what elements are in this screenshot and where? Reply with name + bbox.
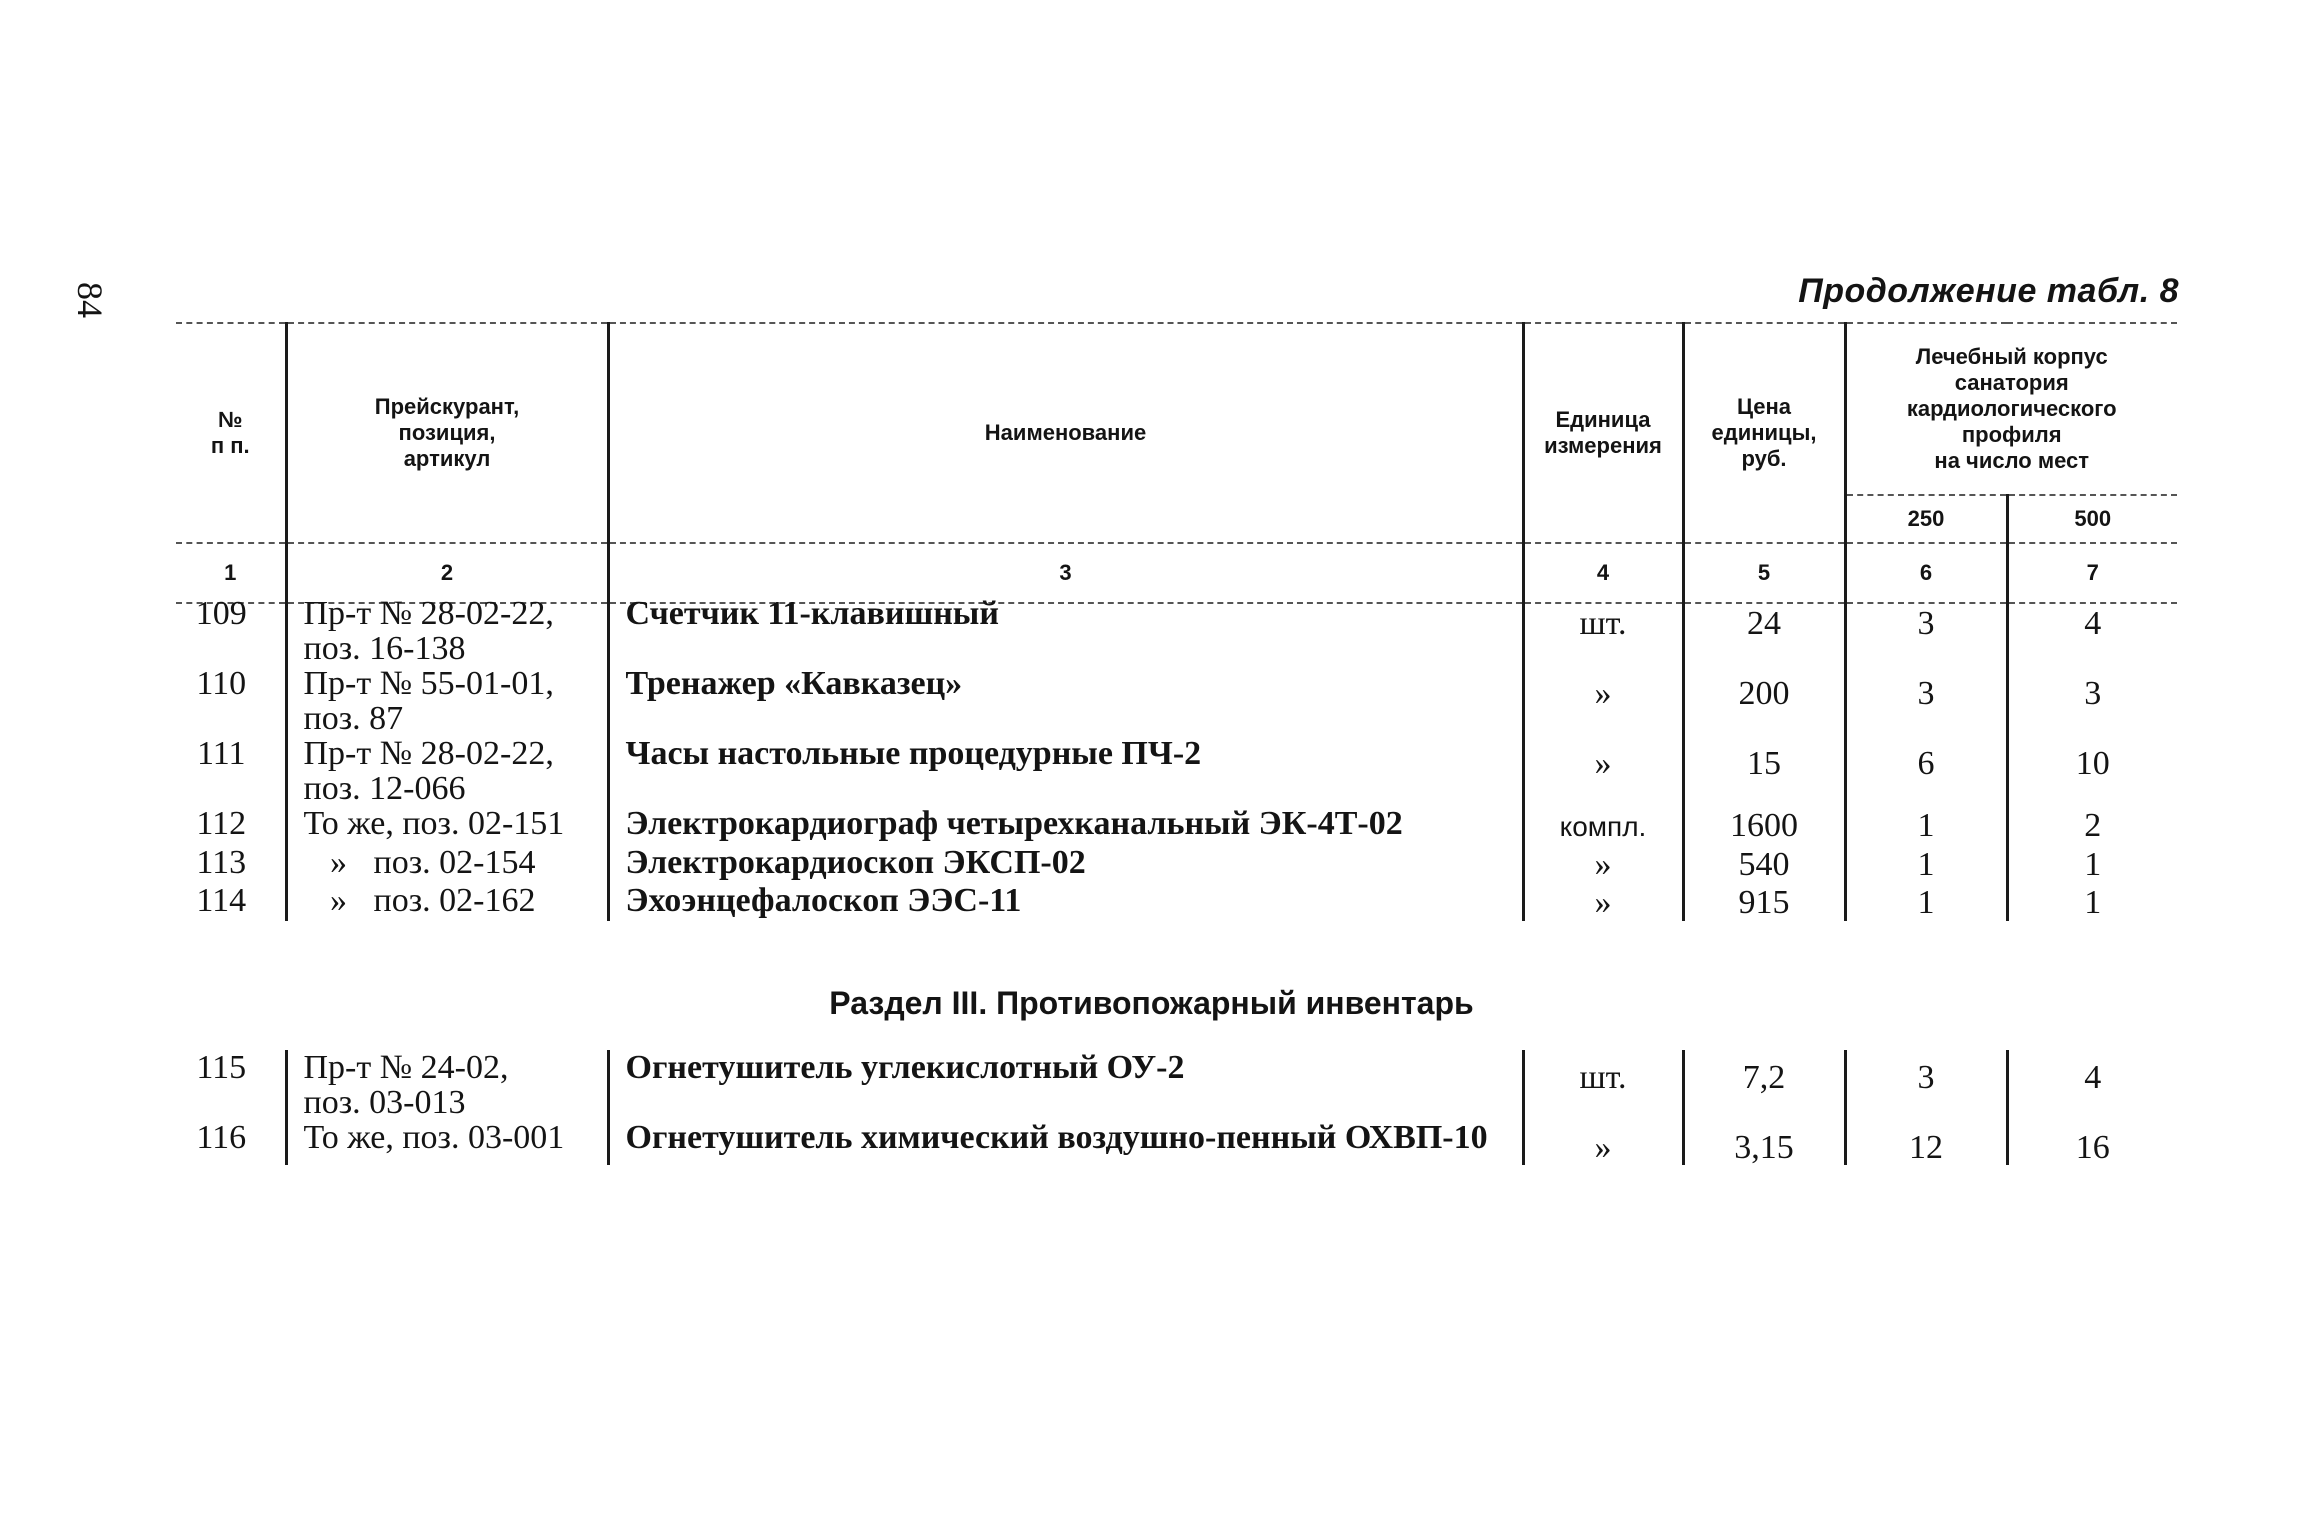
table-row (176, 1050, 2177, 1120)
table-body-section-3 (176, 1050, 2177, 1165)
row-qty-250: 3 (1845, 1050, 2007, 1120)
row-price: 3,15 (1683, 1120, 1845, 1165)
row-pricelist: поз. 02-162 (373, 882, 536, 919)
table-row (176, 845, 2177, 883)
row-name: Электрокардиоскоп ЭКСП-02 (608, 845, 1523, 883)
row-unit: » (1523, 1120, 1683, 1165)
row-name: Тренажер «Кавказец» (608, 666, 1523, 736)
row-name: Огнетушитель химический воздушно-пенный ОХВП-10 (608, 1120, 1523, 1165)
row-qty-250: 6 (1845, 736, 2007, 806)
row-qty-500: 3 (2007, 666, 2177, 736)
row-qty-500: 4 (2007, 1050, 2177, 1120)
page-number: 84 (70, 282, 110, 318)
row-number: 112 (196, 805, 247, 842)
row-qty-250: 1 (1845, 883, 2007, 921)
row-pricelist: Пр-т № 24-02, поз. 03-013 (286, 1050, 608, 1120)
row-price: 24 (1683, 596, 1845, 666)
table-row (176, 666, 2177, 736)
row-unit: компл. (1559, 811, 1647, 842)
table-row (176, 1120, 2177, 1165)
row-number: 109 (195, 595, 247, 632)
table-row (176, 883, 2177, 921)
row-qty-250: 3 (1845, 666, 2007, 736)
row-pricelist: Пр-т № 28-02-22, поз. 12-066 (286, 736, 608, 806)
row-unit: » (1523, 666, 1683, 736)
section-title: Раздел III. Противопожарный инвентарь (829, 985, 1474, 1021)
header-col-number: № п п. (210, 407, 250, 458)
header-sub-500: 500 (2007, 495, 2177, 543)
row-name: Часы настольные процедурные ПЧ-2 (608, 736, 1523, 806)
row-price: 200 (1683, 666, 1845, 736)
row-pricelist: То же, поз. 03-001 (286, 1120, 608, 1165)
table-row (176, 736, 2177, 806)
row-qty-500: 16 (2007, 1120, 2177, 1165)
header-num-2: 2 (286, 543, 608, 603)
header-col-price: Цена единицы, руб. (1683, 323, 1845, 543)
table-caption: Продолжение табл. 8 (1798, 272, 2179, 310)
row-qty-250: 1 (1845, 806, 2007, 845)
header-num-6: 6 (1845, 543, 2007, 603)
header-num-7: 7 (2007, 543, 2177, 603)
row-unit: » (1523, 845, 1683, 883)
table-body (176, 596, 2177, 921)
row-name: Огнетушитель углекислотный ОУ-2 (608, 1050, 1523, 1120)
row-unit: шт. (1523, 1050, 1683, 1120)
row-name: Эхоэнцефалоскоп ЭЭС-11 (608, 883, 1523, 921)
row-number: 116 (196, 1119, 247, 1156)
row-price: 915 (1683, 883, 1845, 921)
row-number: 111 (197, 735, 246, 772)
row-pricelist: поз. 02-154 (373, 844, 536, 881)
header-col-unit: Единица измерения (1523, 323, 1683, 543)
row-qty-250: 1 (1845, 845, 2007, 883)
row-price: 15 (1683, 736, 1845, 806)
header-col-pricelist: Прейскурант, позиция, артикул (286, 323, 608, 543)
row-qty-500: 1 (2007, 845, 2177, 883)
row-pricelist: Пр-т № 28-02-22, поз. 16-138 (286, 596, 608, 666)
row-price: 540 (1683, 845, 1845, 883)
row-unit: » (1523, 883, 1683, 921)
row-qty-500: 2 (2007, 806, 2177, 845)
row-pricelist: То же, поз. 02-151 (286, 806, 608, 845)
header-num-5: 5 (1683, 543, 1845, 603)
row-name: Счетчик 11-клавишный (608, 596, 1523, 666)
ditto-mark: » (330, 844, 347, 881)
header-num-1: 1 (176, 543, 286, 603)
header-sub-250: 250 (1845, 495, 2007, 543)
row-name: Электрокардиограф четырехканальный ЭК-4Т-02 (608, 806, 1523, 845)
row-qty-500: 4 (2007, 596, 2177, 666)
table-row (176, 596, 2177, 666)
row-number: 115 (196, 1049, 247, 1086)
row-pricelist: Пр-т № 55-01-01, поз. 87 (286, 666, 608, 736)
row-qty-500: 1 (2007, 883, 2177, 921)
row-qty-250: 12 (1845, 1120, 2007, 1165)
header-group-places: Лечебный корпус санатория кардиологического профиля на число мест (1845, 323, 2177, 495)
row-price: 7,2 (1683, 1050, 1845, 1120)
row-unit: шт. (1523, 596, 1683, 666)
ditto-mark: » (330, 882, 347, 919)
header-num-3: 3 (608, 543, 1523, 603)
row-qty-500: 10 (2007, 736, 2177, 806)
header-col-name: Наименование (608, 323, 1523, 543)
row-number: 114 (196, 882, 247, 919)
row-unit: » (1523, 736, 1683, 806)
header-num-4: 4 (1523, 543, 1683, 603)
row-price: 1600 (1683, 806, 1845, 845)
row-number: 113 (196, 844, 247, 881)
table-header (176, 322, 2177, 604)
row-number: 110 (196, 665, 247, 702)
table-row (176, 806, 2177, 845)
row-qty-250: 3 (1845, 596, 2007, 666)
